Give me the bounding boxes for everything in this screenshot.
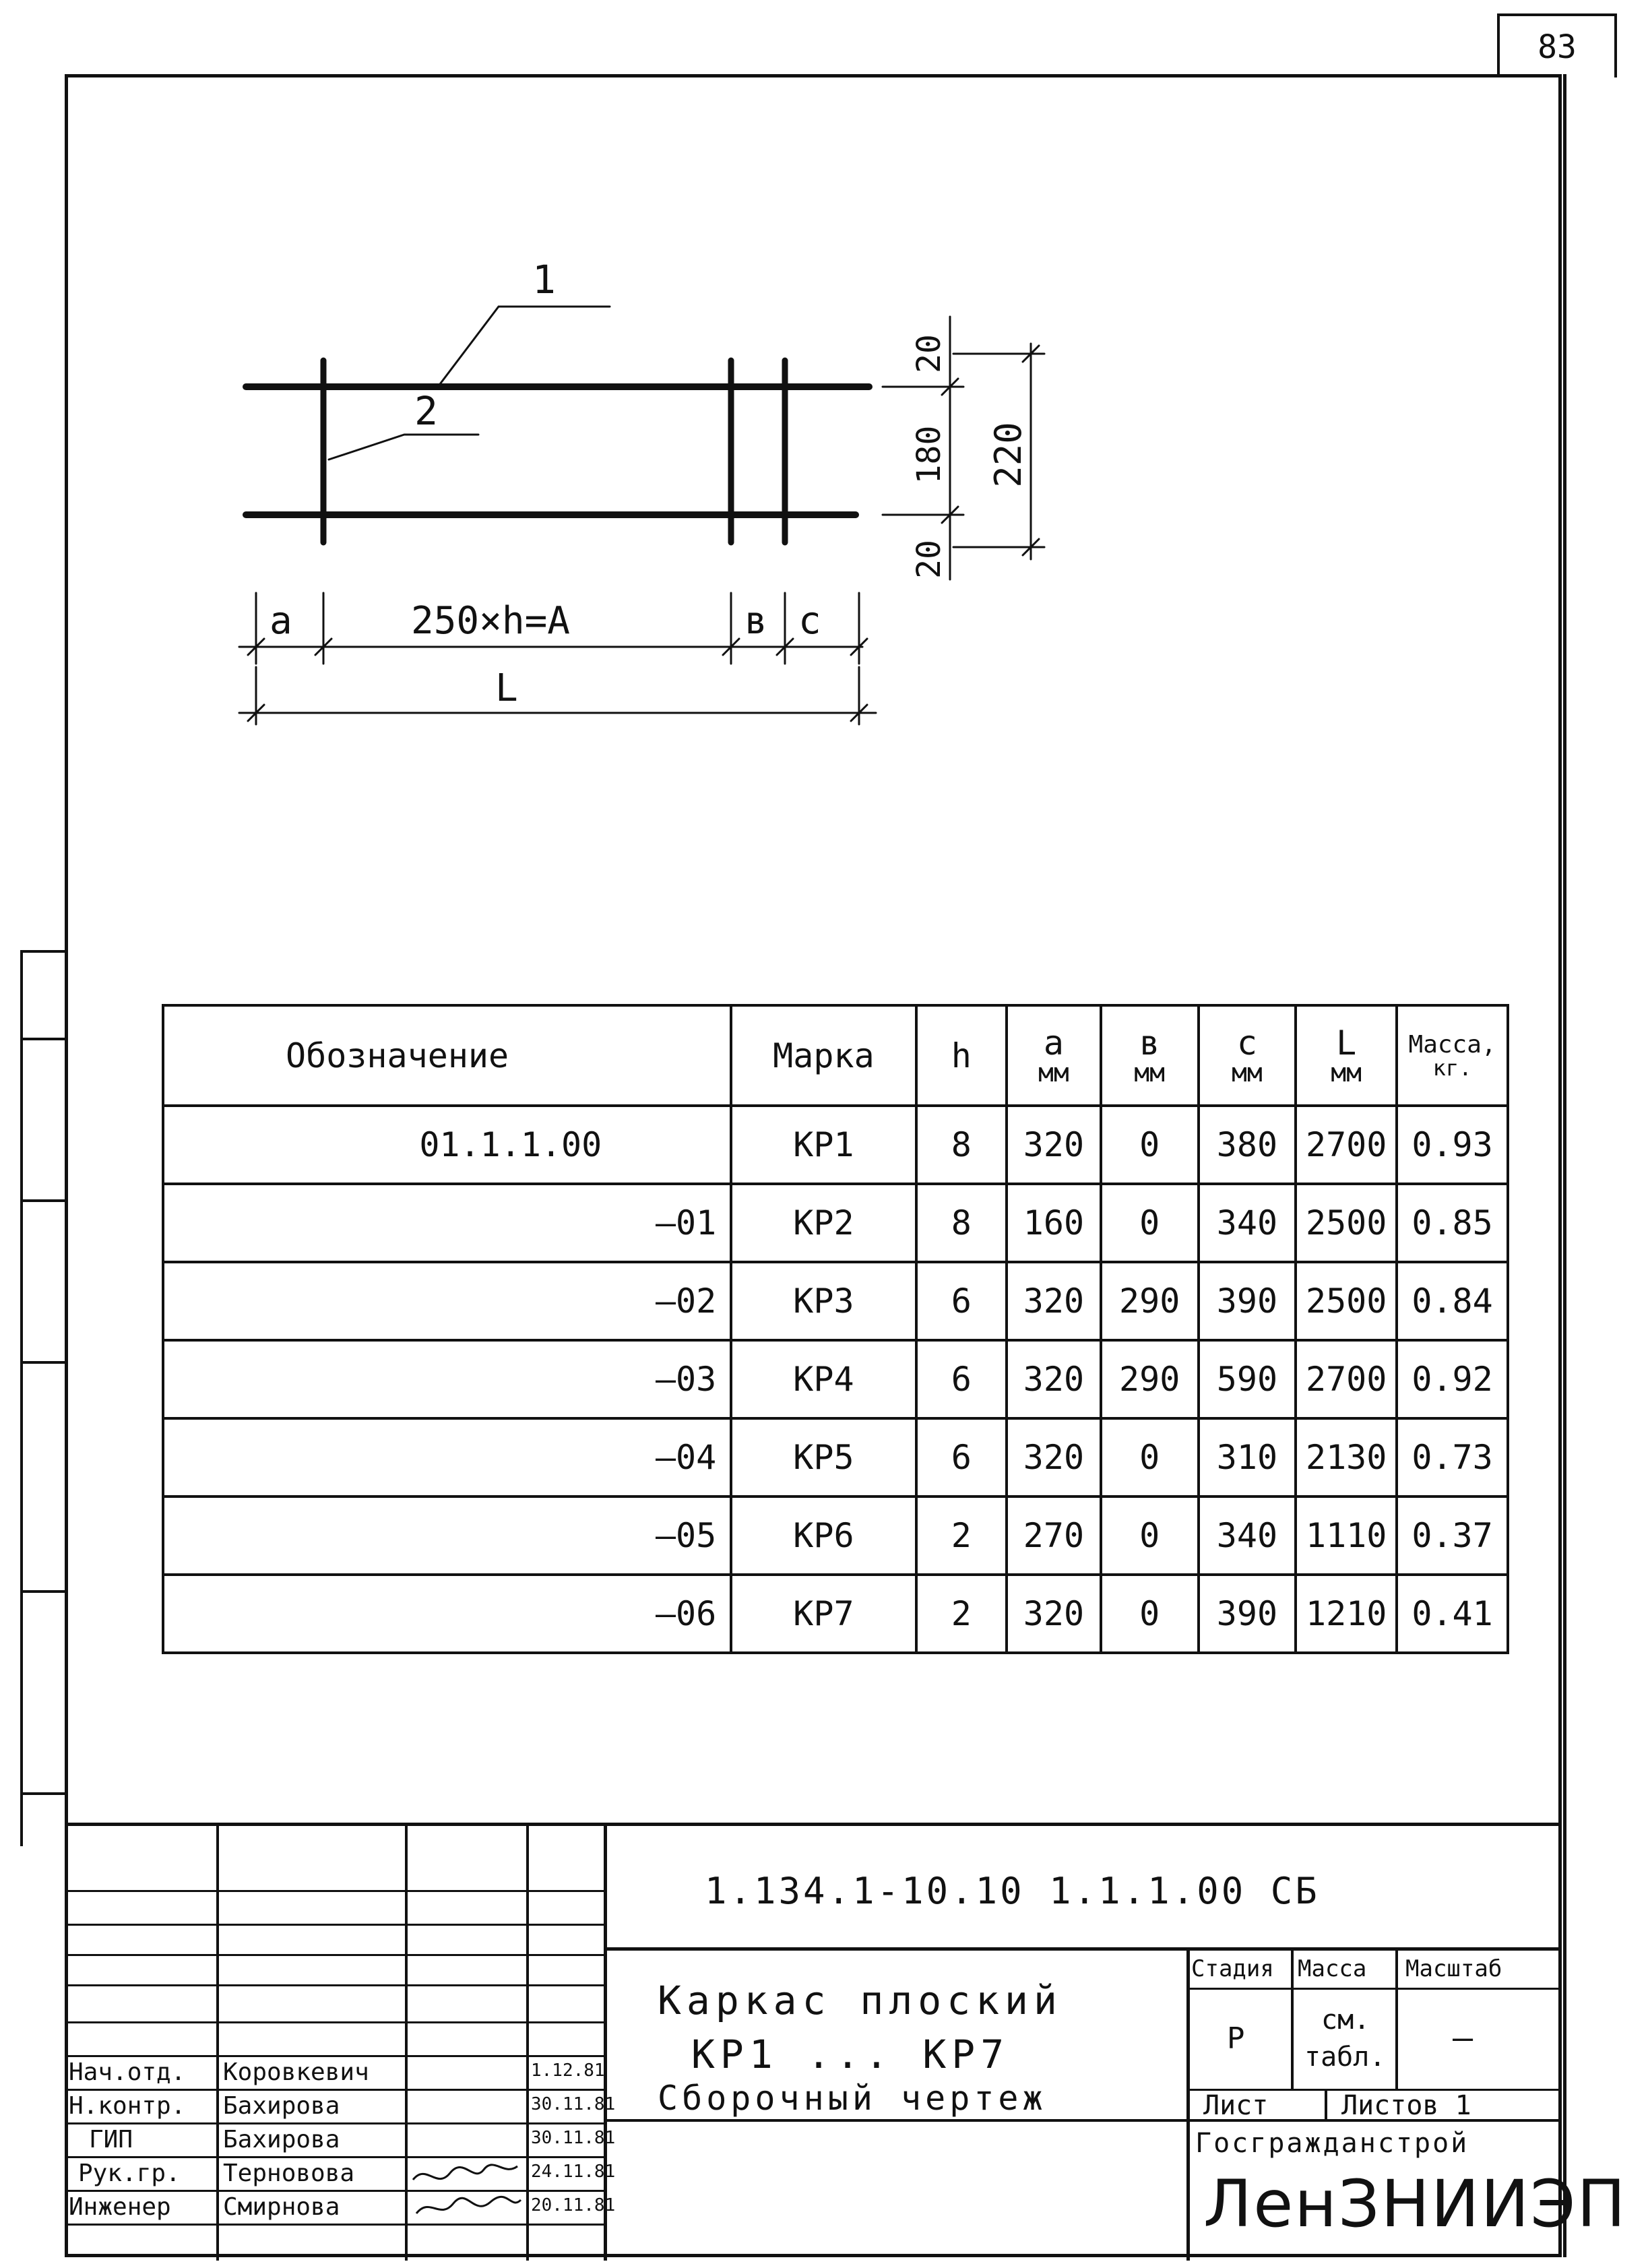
scale-value: —: [1453, 2018, 1473, 2057]
org-logo-text: ЛенЗНИИЭП: [1203, 2166, 1627, 2242]
sig-date-4: 24.11.81: [531, 2162, 616, 2182]
mass-label: Масса: [1298, 1955, 1367, 1982]
table-header-row: [163, 1005, 1508, 1106]
table-row: —03 КР4 6 320 290 590 2700 0.92: [163, 1340, 1508, 1418]
dim-c: c: [798, 599, 821, 643]
sig-name-1: Коровкевич: [223, 2058, 369, 2086]
dim-20-top: 20: [910, 334, 948, 373]
callout-2: 2: [414, 388, 438, 434]
header-a: a мм: [1007, 1005, 1101, 1106]
header-mass: Масса, кг.: [1397, 1005, 1508, 1106]
sig-role-4: Рук.гр.: [78, 2160, 181, 2187]
dim-180: 180: [910, 425, 948, 484]
dim-20-bottom: 20: [910, 540, 948, 579]
table-row: —01 КР2 8 160 0 340 2500 0.85: [163, 1184, 1508, 1262]
header-b: в мм: [1101, 1005, 1199, 1106]
sig-name-5: Смирнова: [223, 2193, 340, 2221]
dim-b: в: [744, 599, 767, 643]
leader-2: [329, 435, 478, 460]
stage-value: Р: [1227, 2021, 1245, 2056]
frame-drawing: [0, 0, 1648, 809]
sig-date-2: 30.11.81: [531, 2094, 616, 2114]
scale-label: Масштаб: [1405, 1955, 1502, 1982]
title-line-3: Сборочный чертеж: [658, 2079, 1047, 2118]
left-filing-strip: [20, 950, 70, 1846]
handwritten-signature: [410, 2156, 524, 2224]
sig-role-2: Н.контр.: [69, 2092, 186, 2120]
sig-name-4: Терновова: [223, 2160, 355, 2187]
sig-date-3: 30.11.81: [531, 2128, 616, 2148]
title-line-1: Каркас плоский: [658, 1978, 1063, 2023]
leader-1: [438, 307, 610, 387]
dim-A: 250×h=A: [411, 599, 571, 643]
dim-L: L: [495, 666, 518, 710]
document-code: 1.134.1-10.10 1.1.1.00 СБ: [705, 1870, 1320, 1912]
table-row: —04 КР5 6 320 0 310 2130 0.73: [163, 1418, 1508, 1497]
header-h: h: [916, 1005, 1007, 1106]
sig-date-5: 20.11.81: [531, 2195, 616, 2215]
title-block: [65, 1823, 1627, 2257]
header-designation: Обозначение: [163, 1005, 731, 1106]
stage-label: Стадия: [1191, 1955, 1274, 1982]
sheet-label: Лист: [1203, 2090, 1269, 2121]
header-mark: Марка: [731, 1005, 916, 1106]
dim-a: a: [270, 599, 292, 643]
table-row: —05 КР6 2 270 0 340 1110 0.37: [163, 1497, 1508, 1575]
title-line-2: КР1 ... КР7: [691, 2031, 1010, 2077]
dim-220: 220: [987, 422, 1029, 488]
header-L: L мм: [1296, 1005, 1397, 1106]
sig-role-5: Инженер: [69, 2193, 171, 2221]
sheets-count: Листов 1: [1341, 2090, 1471, 2121]
sheet-number: 83: [1497, 13, 1617, 77]
table-row: 01.1.1.00 КР1 8 320 0 380 2700 0.93: [163, 1106, 1508, 1184]
specification-table: [162, 1004, 1509, 1654]
mass-value-line1: см.: [1321, 2005, 1370, 2036]
mass-value-line2: табл.: [1304, 2042, 1386, 2073]
sig-date-1: 1.12.81: [531, 2060, 605, 2081]
callout-1: 1: [532, 257, 556, 303]
sig-role-3: ГИП: [89, 2126, 133, 2153]
org-name: Госгражданстрой: [1195, 2128, 1469, 2159]
sig-role-1: Нач.отд.: [69, 2058, 186, 2086]
header-c: c мм: [1199, 1005, 1296, 1106]
sig-name-3: Бахирова: [223, 2126, 340, 2153]
table-row: —06 КР7 2 320 0 390 1210 0.41: [163, 1575, 1508, 1653]
table-row: —02 КР3 6 320 290 390 2500 0.84: [163, 1262, 1508, 1340]
sig-name-2: Бахирова: [223, 2092, 340, 2120]
